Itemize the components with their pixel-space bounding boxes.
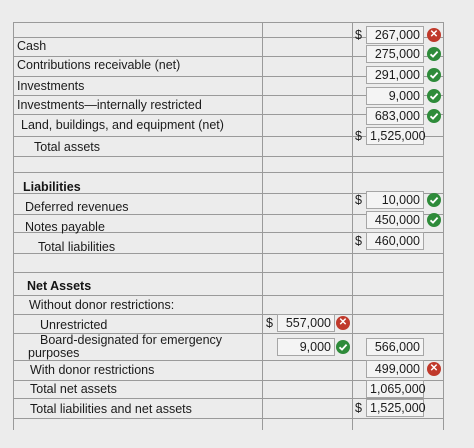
grid-line: [13, 172, 443, 173]
total-assets-input[interactable]: 1,525,000: [366, 127, 424, 145]
row-label-total-liabilities-net-assets: Total liabilities and net assets: [30, 402, 192, 416]
grid-line: [443, 22, 444, 430]
row-label-without-donor-restrictions: Without donor restrictions:: [29, 298, 175, 312]
check-icon: [427, 68, 441, 82]
unrestricted-input[interactable]: 557,000: [277, 314, 335, 332]
section-heading-net-assets: Net Assets: [27, 279, 92, 293]
row-label-total-assets: Total assets: [34, 140, 101, 154]
with-donor-restrictions-input[interactable]: 499,000: [366, 360, 424, 378]
notes-payable-input[interactable]: 450,000: [366, 211, 424, 229]
check-icon: [427, 109, 441, 123]
deferred-revenues-input[interactable]: 10,000: [366, 191, 424, 209]
row-label-investments: Investments: [17, 79, 85, 93]
row-label-notes-payable: Notes payable: [25, 220, 105, 234]
dollar-sign: $: [355, 193, 362, 207]
row-label-unrestricted: Unrestricted: [40, 318, 108, 332]
row-label-cash: Cash: [17, 39, 47, 53]
row-label-investments-restricted: Investments—internally restricted: [17, 98, 202, 112]
incorrect-icon: ✕: [427, 362, 441, 376]
total-net-assets-input[interactable]: 1,065,000: [366, 380, 424, 398]
row-label-deferred-revenues: Deferred revenues: [25, 200, 129, 214]
check-icon: [427, 89, 441, 103]
grid-line: [13, 314, 443, 315]
contributions-receivable-input[interactable]: 275,000: [366, 45, 424, 63]
grid-line: [13, 22, 443, 23]
check-icon: [427, 213, 441, 227]
incorrect-icon: ✕: [427, 28, 441, 42]
land-buildings-input[interactable]: 683,000: [366, 107, 424, 125]
investments-restricted-input[interactable]: 9,000: [366, 87, 424, 105]
row-label-land-buildings: Land, buildings, and equipment (net): [21, 118, 224, 132]
check-icon: [336, 340, 350, 354]
without-donor-total-input[interactable]: 566,000: [366, 338, 424, 356]
row-label-total-liabilities: Total liabilities: [38, 240, 116, 254]
dollar-sign: $: [355, 401, 362, 415]
grid-line: [13, 22, 14, 430]
check-icon: [427, 47, 441, 61]
grid-line: [13, 295, 443, 296]
dollar-sign: $: [355, 28, 362, 42]
row-label-contributions-receivable: Contributions receivable (net): [17, 58, 181, 72]
grid-line: [13, 272, 443, 273]
grid-line: [352, 22, 353, 430]
row-label-board-designated: Board-designated for emergency purposes: [28, 333, 223, 360]
dollar-sign: $: [266, 316, 273, 330]
total-liabilities-net-assets-input[interactable]: 1,525,000: [366, 399, 424, 417]
board-designated-input[interactable]: 9,000: [277, 338, 335, 356]
incorrect-icon: ✕: [336, 316, 350, 330]
grid-line: [13, 418, 443, 419]
grid-line: [262, 22, 263, 430]
investments-input[interactable]: 291,000: [366, 66, 424, 84]
check-icon: [427, 193, 441, 207]
grid-line: [13, 156, 443, 157]
row-label-total-net-assets: Total net assets: [30, 382, 117, 396]
total-liabilities-input[interactable]: 460,000: [366, 232, 424, 250]
dollar-sign: $: [355, 129, 362, 143]
cash-amount-input[interactable]: 267,000: [366, 26, 424, 44]
dollar-sign: $: [355, 234, 362, 248]
section-heading-liabilities: Liabilities: [23, 180, 81, 194]
row-label-with-donor-restrictions: With donor restrictions: [30, 363, 155, 377]
